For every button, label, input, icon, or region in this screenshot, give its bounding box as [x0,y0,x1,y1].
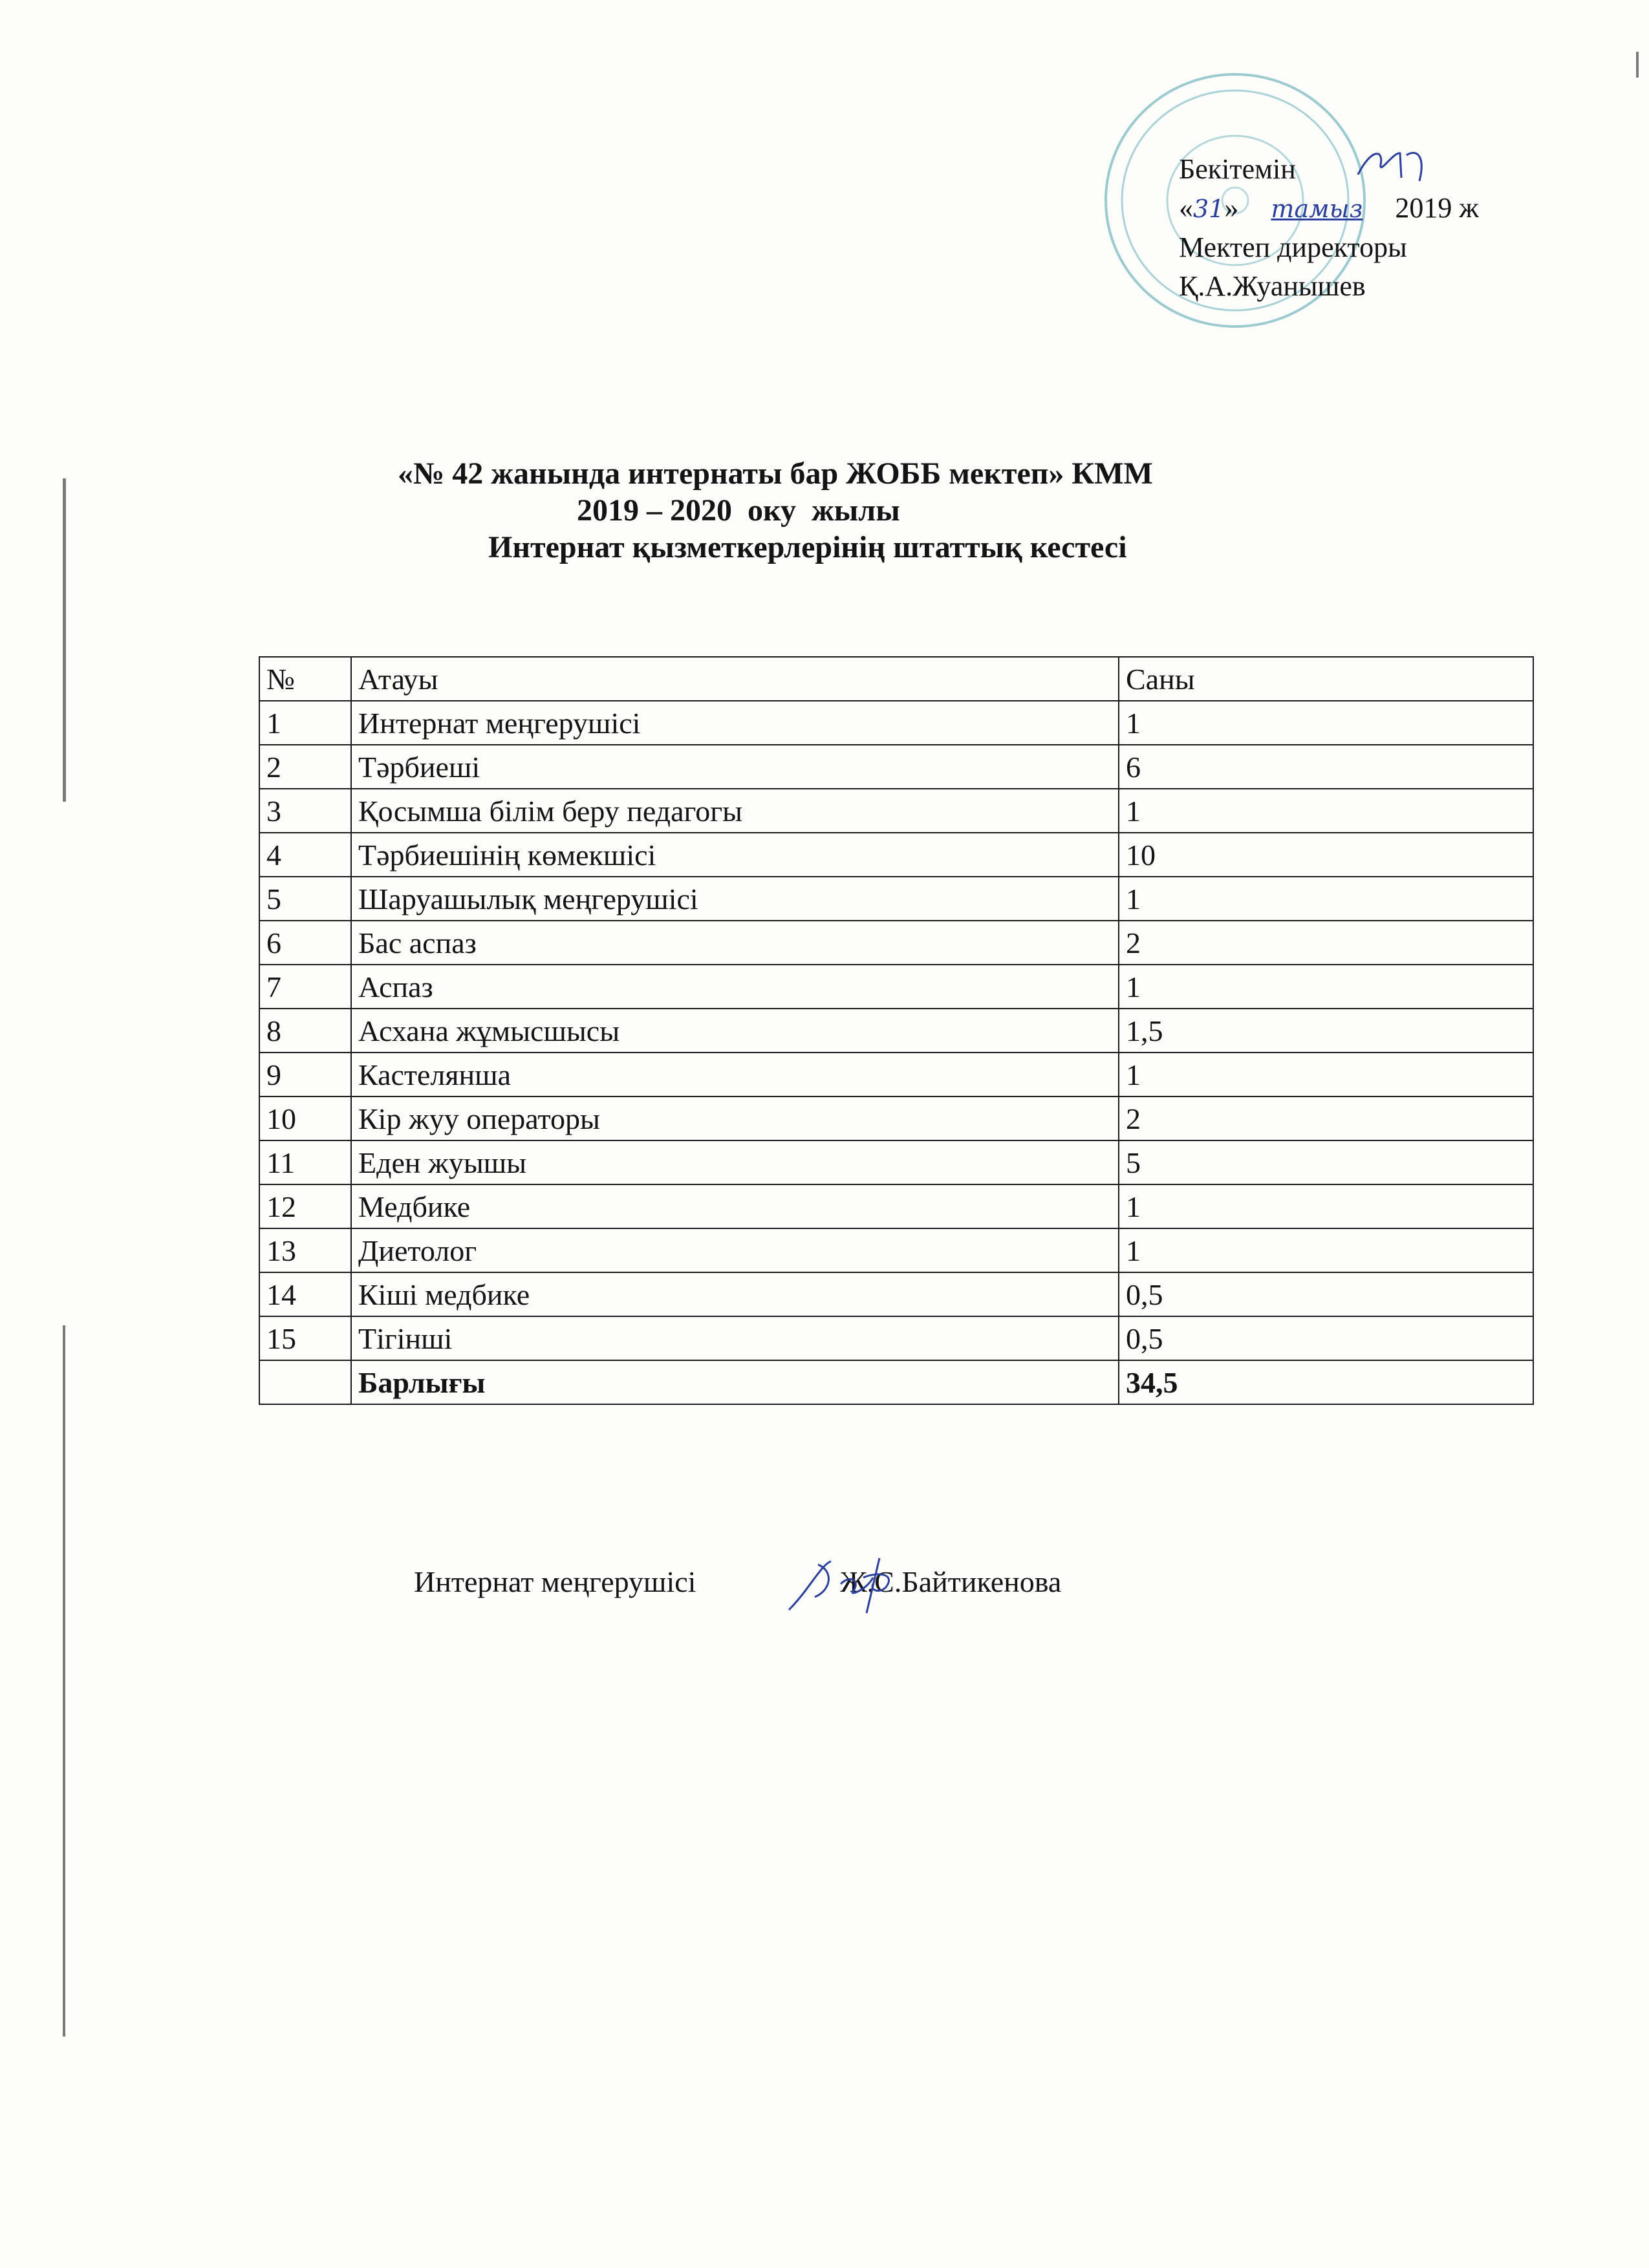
table-row: 3 Қосымша білім беру педагогы 1 [259,789,1533,833]
table-row: 11 Еден жуышы 5 [259,1140,1533,1184]
header-count: Саны [1119,657,1533,701]
approval-day: 31 [1193,195,1225,223]
approval-heading: Бекітемін [1179,153,1296,185]
staff-table [259,656,1534,1405]
table-row: 10 Кір жуу операторы 2 [259,1097,1533,1140]
table-row: 13 Диетолог 1 [259,1228,1533,1272]
scan-edge-mark [63,478,66,802]
header-number: № [259,657,351,701]
director-signature [1355,145,1432,184]
total-value: 34,5 [1119,1360,1533,1404]
table-row: 2 Тәрбиеші 6 [259,745,1533,789]
table-row: 12 Медбике 1 [259,1184,1533,1228]
table-row: 1 Интернат меңгерушісі 1 [259,701,1533,745]
table-row: 7 Аспаз 1 [259,965,1533,1009]
table-total-row [259,1360,1533,1404]
title-line-2: 2019 – 2020 оку жылы [577,493,900,528]
approval-year: 2019 ж [1395,192,1479,224]
total-label: Барлығы [351,1360,1119,1404]
approval-position: Мектеп директоры [1179,231,1407,263]
table-row: 9 Кастелянша 1 [259,1053,1533,1097]
approval-name: Қ.А.Жуанышев [1179,270,1366,302]
table-row: 6 Бас аспаз 2 [259,921,1533,965]
footer-name: Ж.С.Байтикенова [840,1565,1062,1598]
footer-position: Интернат меңгерушісі [414,1565,696,1598]
approval-date: «31» тамыз 2019 ж [1179,189,1479,228]
scan-edge-mark [63,1325,65,2037]
approval-month: тамыз [1271,195,1363,223]
title-line-3: Интернат қызметкерлерінің штаттық кестесі [488,530,1127,564]
title-line-1: «№ 42 жанында интернаты бар ЖОББ мектеп» КММ [398,456,1153,491]
table-row: 14 Кіші медбике 0,5 [259,1272,1533,1316]
header-name: Атауы [351,657,1119,701]
table-row: 4 Тәрбиешінің көмекшісі 10 [259,833,1533,877]
footer-signature-line [414,1565,1061,1599]
table-row: 5 Шаруашылық меңгерушісі 1 [259,877,1533,921]
approval-block [1179,150,1479,306]
table-row: 8 Асхана жұмысшысы 1,5 [259,1009,1533,1053]
table-row: 15 Тігінші 0,5 [259,1316,1533,1360]
scan-edge-mark [1636,52,1639,78]
head-signature [782,1552,905,1623]
table-header-row [259,657,1533,701]
